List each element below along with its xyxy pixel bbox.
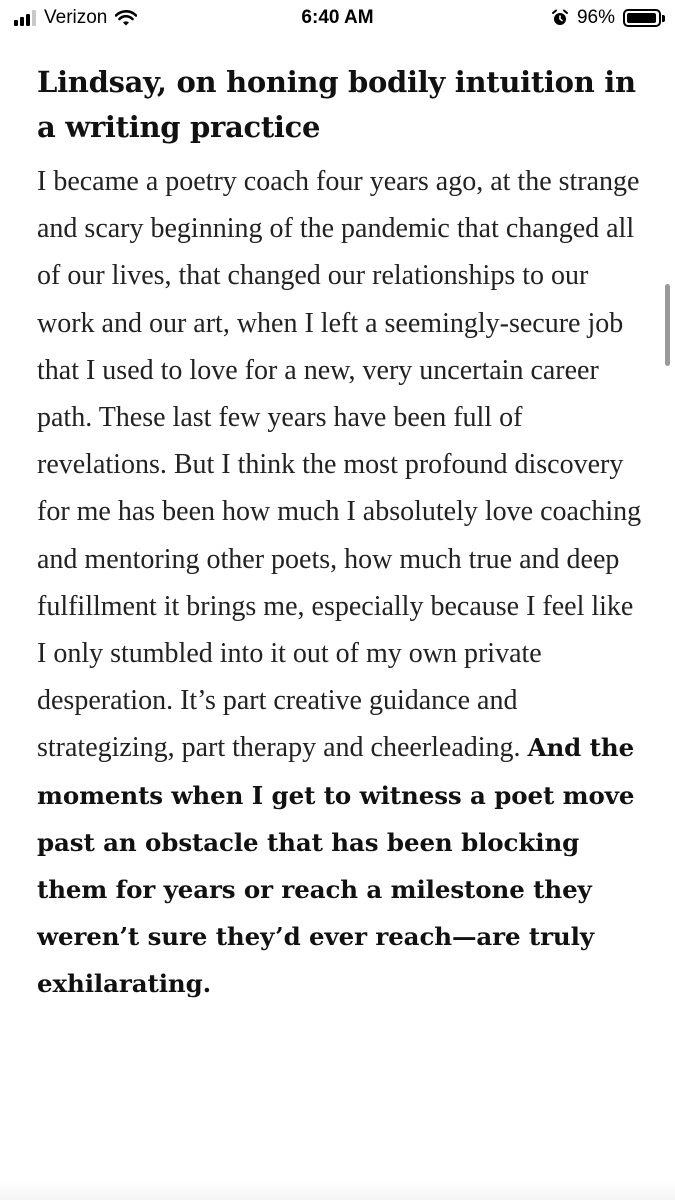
article-body <box>37 158 642 1008</box>
article-body-text: I became a poetry coach four years ago, at the strange and scary beginning of the pandemic that changed all of our lives, that changed our relationships to our work and our art, when I left a seemingly-secure job that I used to love for a new, very uncertain career path. These last few years have been full of revelations. But I think the most profound discovery for me has been how much I absolutely love coaching and mentoring other poets, how much true and deep fulfillment it brings me, especially because I feel like I only stumbled into it out of my own private desperation. It’s part creative guidance and strategizing, part therapy and cheerleading. <box>37 166 642 764</box>
battery-percent: 96% <box>576 7 615 28</box>
scrollbar[interactable] <box>665 284 670 366</box>
clock: 6:40 AM <box>301 7 374 28</box>
article-body-emphasis: And the moments when I get to witness a poet move past an obstacle that has been blocking them for years or reach a milestone they weren’t sure they’d ever reach—are truly exhilarating. <box>37 733 635 999</box>
article-headline: Lindsay, on honing bodily intuition in a writing practice <box>37 65 636 144</box>
alarm-icon <box>551 9 569 27</box>
status-bar <box>0 0 675 38</box>
battery-icon <box>623 9 661 27</box>
bottom-edge <box>0 1182 675 1200</box>
carrier-label: Verizon <box>44 7 108 28</box>
status-bar-right <box>551 7 661 29</box>
article <box>37 60 642 1008</box>
